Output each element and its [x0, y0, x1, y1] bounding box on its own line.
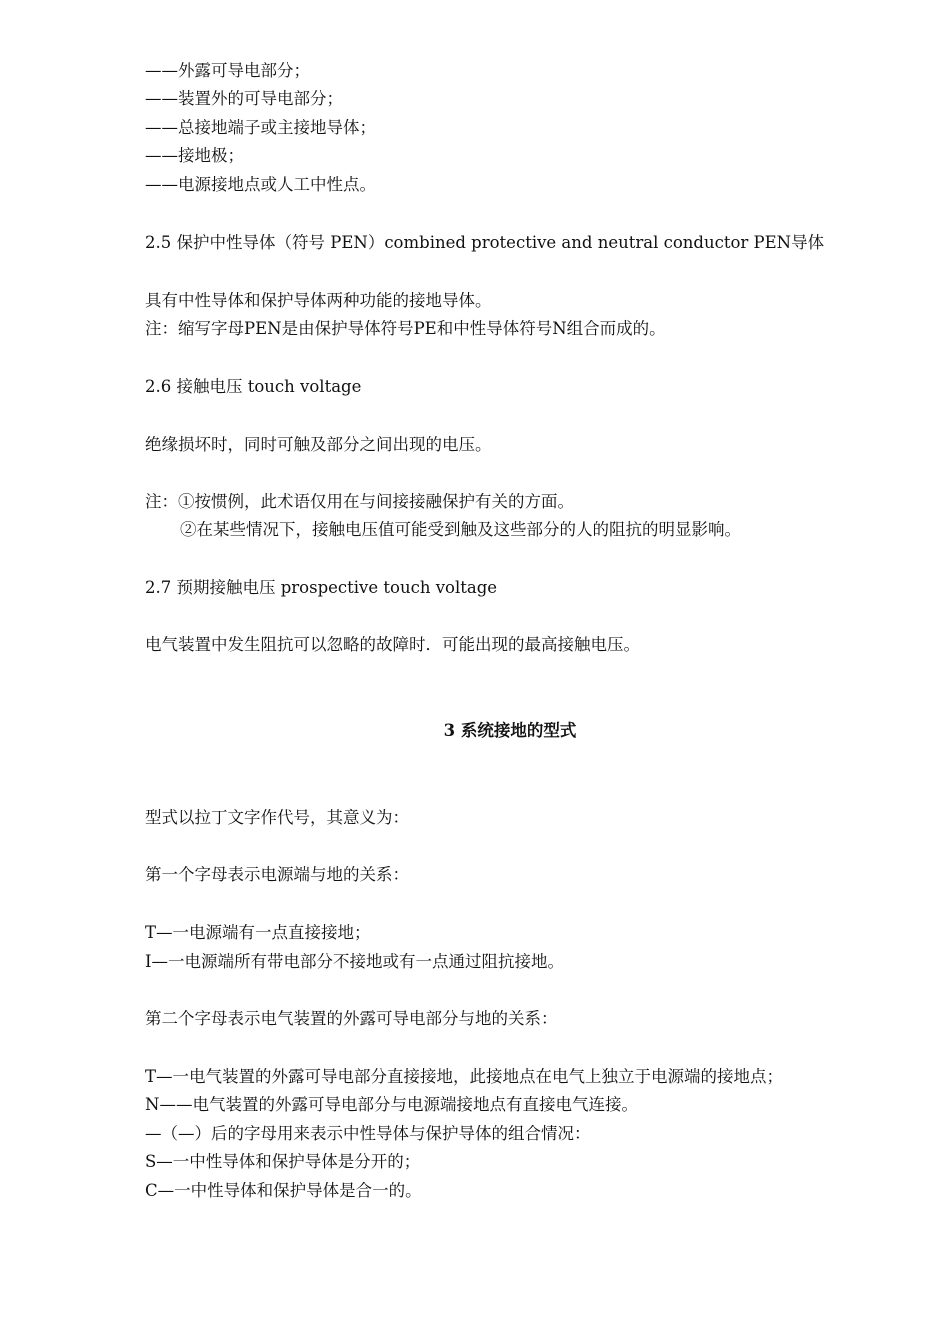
section-2-6-note-2: ②在某些情况下，接触电压值可能受到触及这些部分的人的阻抗的明显影响。 — [180, 520, 741, 539]
section-2-5-title: 2.5 保护中性导体（符号 PEN）combined protective and neutral conductor PEN导体 — [145, 233, 825, 252]
letter-n-definition: N——电气装置的外露可导电部分与电源端接地点有直接电气连接。 — [145, 1095, 638, 1114]
first-letter-heading: 第一个字母表示电源端与地的关系： — [145, 865, 409, 884]
letter-s-definition: S—一中性导体和保护导体是分开的； — [145, 1152, 421, 1171]
section-2-6-definition: 绝缘损坏时，同时可触及部分之间出现的电压。 — [145, 435, 492, 454]
section-2-5-note: 注：缩写字母PEN是由保护导体符号PE和中性导体符号N组合而成的。 — [145, 319, 666, 338]
section-3-intro: 型式以拉丁文字作代号，其意义为： — [145, 808, 409, 827]
list-item: ——电源接地点或人工中性点。 — [145, 175, 376, 194]
list-item: ——装置外的可导电部分； — [145, 89, 343, 108]
second-letter-heading: 第二个字母表示电气装置的外露可导电部分与地的关系： — [145, 1009, 558, 1028]
section-3-heading: 3 系统接地的型式 — [443, 721, 577, 740]
list-item: ——外露可导电部分； — [145, 61, 310, 80]
list-item: ——总接地端子或主接地导体； — [145, 118, 376, 137]
list-item: ——接地极； — [145, 146, 244, 165]
letter-c-definition: C—一中性导体和保护导体是合一的。 — [145, 1181, 422, 1200]
section-2-6-note-1: 注：①按惯例，此术语仅用在与间接接融保护有关的方面。 — [145, 492, 574, 511]
letter-t-definition: T—一电源端有一点直接接地； — [145, 923, 371, 942]
dash-suffix-explanation: —（—）后的字母用来表示中性导体与保护导体的组合情况： — [145, 1124, 591, 1143]
section-2-5-definition: 具有中性导体和保护导体两种功能的接地导体。 — [145, 291, 492, 310]
letter-i-definition: I—一电源端所有带电部分不接地或有一点通过阻抗接地。 — [145, 952, 565, 971]
section-2-7-definition: 电气装置中发生阻抗可以忽略的故障时．可能出现的最高接触电压。 — [145, 635, 640, 654]
section-2-7-title: 2.7 预期接触电压 prospective touch voltage — [145, 578, 498, 597]
letter-t2-definition: T—一电气装置的外露可导电部分直接接地，此接地点在电气上独立于电源端的接地点； — [145, 1067, 784, 1086]
section-2-6-title: 2.6 接触电压 touch voltage — [145, 377, 362, 396]
